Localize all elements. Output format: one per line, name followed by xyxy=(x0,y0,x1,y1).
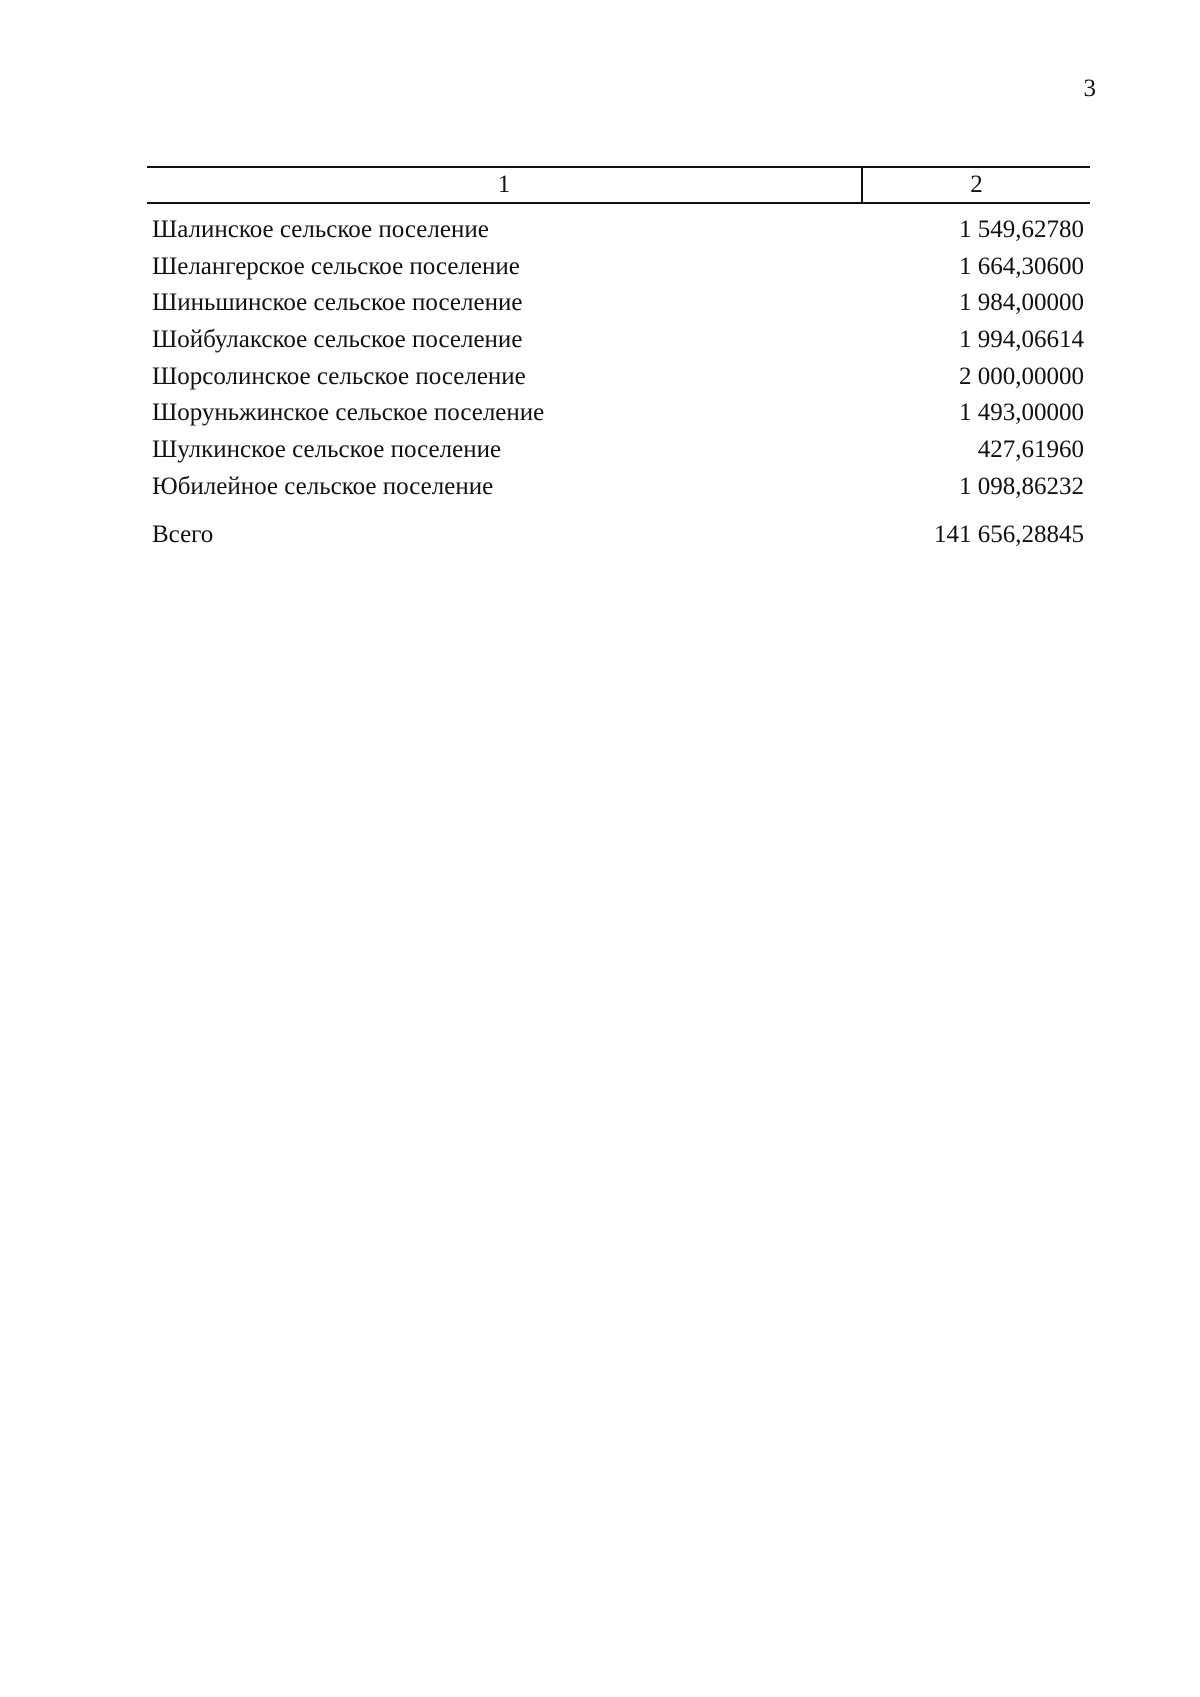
table-header xyxy=(147,166,1090,204)
table-row xyxy=(147,285,1090,322)
settlement-amount: 1 994,06614 xyxy=(959,326,1084,354)
settlements-table xyxy=(147,166,1090,553)
settlement-amount: 427,61960 xyxy=(977,436,1084,464)
settlement-amount: 1 098,86232 xyxy=(959,472,1084,500)
settlement-name: Шоруньжинское сельское поселение xyxy=(152,399,545,427)
page-number: 3 xyxy=(1083,75,1096,102)
settlement-name: Шелангерское сельское поселение xyxy=(152,252,520,280)
settlement-amount: 1 664,30600 xyxy=(959,252,1084,280)
column-header-1: 1 xyxy=(497,171,511,198)
total-row xyxy=(147,517,1090,554)
settlement-amount: 2 000,00000 xyxy=(959,362,1084,390)
table-row xyxy=(147,322,1090,359)
total-label: Всего xyxy=(152,520,214,548)
settlement-amount: 1 984,00000 xyxy=(959,289,1084,317)
settlement-name: Юбилейное сельское поселение xyxy=(152,472,494,500)
table-body xyxy=(147,212,1090,553)
table-row xyxy=(147,359,1090,396)
table-row xyxy=(147,432,1090,469)
table-row xyxy=(147,395,1090,432)
table-row xyxy=(147,249,1090,286)
column-header-2: 2 xyxy=(970,171,983,198)
settlement-name: Шиньшинское сельское поселение xyxy=(152,289,523,317)
settlement-name: Шойбулакское сельское поселение xyxy=(152,326,523,354)
table-row xyxy=(147,212,1090,249)
settlement-amount: 1 549,62780 xyxy=(959,216,1084,243)
settlement-name: Шулкинское сельское поселение xyxy=(152,436,502,464)
total-amount: 141 656,28845 xyxy=(934,520,1084,548)
settlement-name: Шорсолинское сельское поселение xyxy=(152,362,526,390)
settlement-name: Шалинское сельское поселение xyxy=(152,216,489,243)
settlement-amount: 1 493,00000 xyxy=(959,399,1084,427)
table-row xyxy=(147,469,1090,506)
